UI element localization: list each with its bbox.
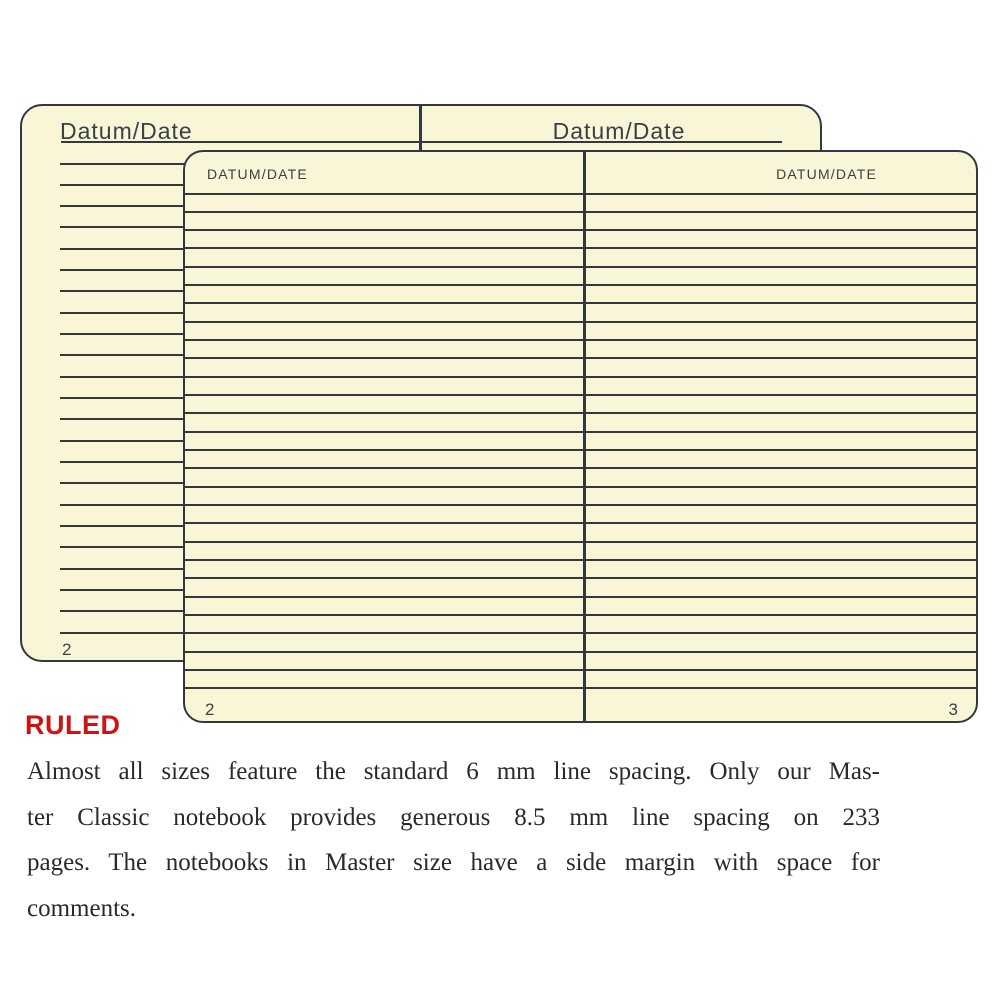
front-right-page-number: 3: [948, 700, 958, 719]
back-page-number: 2: [62, 640, 72, 659]
ruled-heading: RULED: [25, 710, 121, 740]
back-right-date-label: Datum/Date: [552, 118, 686, 144]
ruled-line: [185, 486, 976, 488]
ruled-line: [185, 467, 976, 469]
ruled-line: [185, 559, 976, 561]
caption-line: Almost all sizes feature the standard 6 mm line spacing. Only our Mas-: [27, 758, 880, 785]
ruled-line: [185, 596, 976, 598]
ruled-line: [185, 614, 976, 616]
ruled-line: [185, 321, 976, 323]
ruled-line: [185, 284, 976, 286]
ruled-line: [185, 669, 976, 671]
ruled-line: [185, 651, 976, 653]
ruled-line: [185, 229, 976, 231]
front-left-page-number: 2: [205, 700, 215, 719]
ruled-line: [185, 522, 976, 524]
ruled-line: [185, 376, 976, 378]
caption-paragraph: [27, 749, 880, 931]
ruled-line: [185, 266, 976, 268]
front-center-divider: [583, 152, 586, 721]
ruled-line: [185, 357, 976, 359]
caption-line: ter Classic notebook provides generous 8.5 mm line spacing on 233: [27, 803, 880, 831]
ruled-line: [185, 211, 976, 213]
ruled-line: [185, 687, 976, 689]
ruled-line: [185, 504, 976, 506]
ruled-line: [185, 247, 976, 249]
front-right-date-label: DATUM/DATE: [776, 166, 877, 182]
ruled-line: [185, 632, 976, 634]
caption-line: pages. The notebooks in Master size have a side margin with space for: [27, 849, 880, 876]
ruled-line: [185, 431, 976, 433]
ruled-line: [185, 577, 976, 579]
ruled-line: [185, 193, 976, 195]
ruled-line: [185, 302, 976, 304]
front-left-date-label: DATUM/DATE: [207, 166, 308, 182]
ruled-line: [185, 412, 976, 414]
ruled-lines-front: [185, 152, 976, 721]
back-left-date-label: Datum/Date: [60, 118, 193, 144]
ruled-line: [185, 394, 976, 396]
ruled-line: [185, 449, 976, 451]
ruled-line: [185, 541, 976, 543]
caption-line: comments.: [27, 894, 137, 922]
front-spread-page: [183, 150, 978, 723]
ruled-line: [185, 339, 976, 341]
